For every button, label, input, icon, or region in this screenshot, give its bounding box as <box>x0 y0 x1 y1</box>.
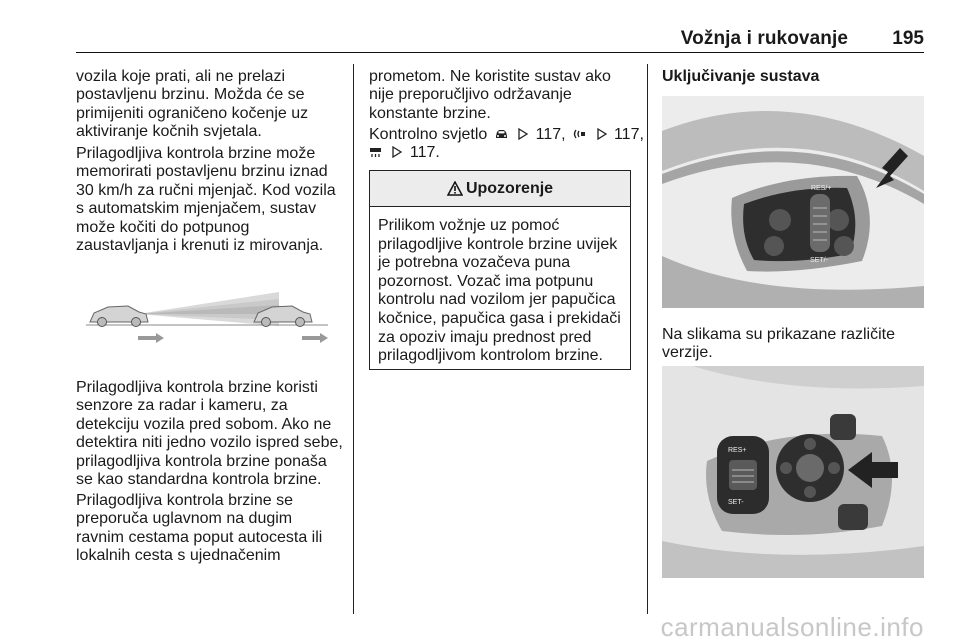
page-title: Vožnja i rukovanje <box>680 28 848 49</box>
page-ref-2[interactable]: 117, <box>613 126 644 143</box>
steering-wheel-2-svg <box>662 366 924 578</box>
col2-paragraph-1: prometom. Ne koristite sustav ako nije preporučljivo održavanje konstante brzine. <box>369 68 611 122</box>
warning-triangle-icon <box>447 181 463 196</box>
warning-header <box>370 171 630 207</box>
figure-caption: Na slikama su prikazane različite verzije. <box>662 326 895 362</box>
control-light-label: Kontrolno svjetlo <box>369 126 488 143</box>
res-plus-label-2: RES+ <box>728 447 747 454</box>
col1-paragraph-3: Prilagodljiva kontrola brzine koristi senzore za radar i kameru, za detekciju vozila pred sobom. Ako ne detektira niti jedno vozilo ispred sebe, prilagodljiva kontrola brzine ponaša se kao standardna kontrola brzine. <box>76 379 343 489</box>
page-header <box>0 22 960 52</box>
steering-wheel-1-svg <box>662 96 924 308</box>
watermark: carmanualsonline.info <box>660 612 924 642</box>
steering-wheel-controls-version-1 <box>662 96 924 308</box>
warning-text: Prilikom vožnje uz pomoć prilagodljive kontrole brzine uvijek je potrebna vozačeva puna pozornost. Vozač ima potpunu kontrolu nad vozilom jer papučica kočnice, papučica gasa i prekidači za opoziv imaju prednost pred prilagodljivom kontrolom brzine. <box>378 217 621 365</box>
set-minus-label: SET/- <box>810 257 828 264</box>
sensor-icon <box>369 146 382 158</box>
section-heading: Uključivanje sustava <box>662 68 820 85</box>
car-ahead-icon <box>495 128 508 140</box>
road-scene-svg <box>76 262 338 364</box>
steering-wheel-controls-version-2 <box>662 366 924 578</box>
col1-paragraph-4: Prilagodljiva kontrola brzine se preporuča uglavnom na dugim ravnim cestama poput autocesta ili lokalnih cesta s ujednačenim <box>76 492 323 565</box>
col1-paragraph-1: vozila koje prati, ali ne prelazi postavljenu brzinu. Možda će se primijeniti ograničeno kočenje uz aktiviranje kočnih svjetala. <box>76 68 309 141</box>
following-distance-icon <box>573 128 586 140</box>
res-plus-label: RES/+ <box>811 185 832 192</box>
warning-box <box>369 170 631 370</box>
page-ref-3[interactable]: 117. <box>409 144 440 162</box>
col1-paragraph-2: Prilagodljiva kontrola brzine može memorirati postavljenu brzinu iznad 30 km/h za ručni mjenjač. Kod vozila s automatskim mjenjačem, sustav može kočiti do potpunog zaustavljanja i krenuti iz mirovanja. <box>76 145 336 255</box>
control-light-paragraph <box>369 126 644 163</box>
column-divider-left <box>353 64 354 614</box>
page-ref-1[interactable]: 117, <box>535 126 566 143</box>
page-reference-arrow-icon[interactable] <box>597 128 607 140</box>
adaptive-cruise-illustration <box>76 262 338 364</box>
page-number: 195 <box>892 28 924 49</box>
set-minus-label-2: SET- <box>728 499 744 506</box>
page-reference-arrow-icon[interactable] <box>518 128 528 140</box>
warning-title: Upozorenje <box>465 179 554 197</box>
header-rule <box>76 52 924 53</box>
page-reference-arrow-icon[interactable] <box>392 146 402 158</box>
column-divider-right <box>647 64 648 614</box>
